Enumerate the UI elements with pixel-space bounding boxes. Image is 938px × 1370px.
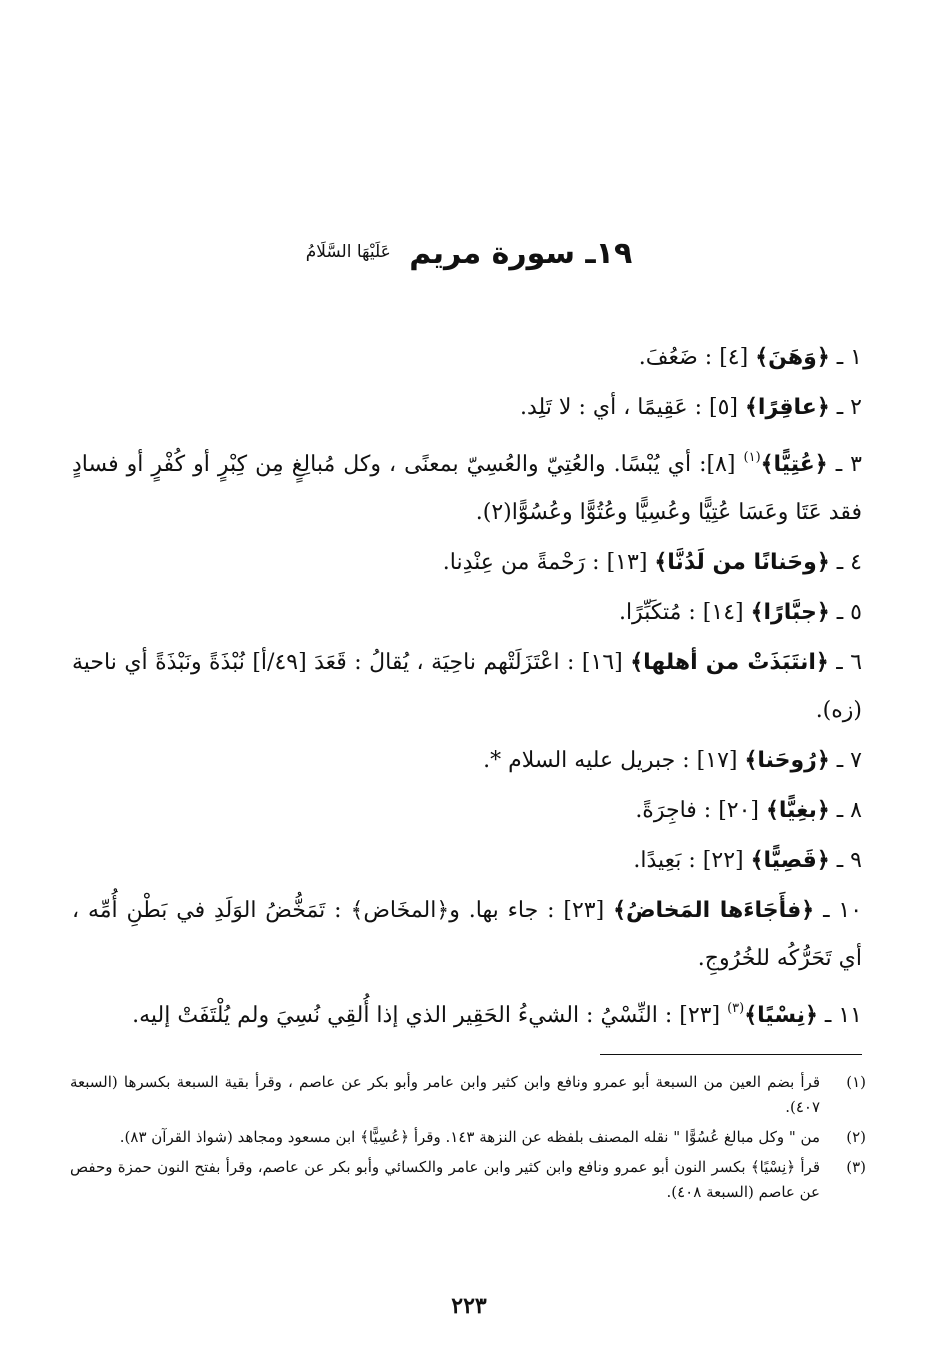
footnote-ref: (٣) [727,1001,745,1016]
glossary-entry [72,639,862,735]
entry-definition: [١٦] : اعْتَزَلَتْهم ناحِيَة ، يُقالُ : قَعَدَ [٤٩/أ] نُبْذَةً ونَبْذَةً أي ناحية (زه). [72,650,862,723]
entry-number: ٦ ـ [836,650,863,675]
footnote-ref: (١) [743,450,761,465]
entry-definition: [٢٠] : فاجِرَةً. [635,798,760,823]
glossary-entry [72,539,862,587]
surah-title [0,236,938,271]
footnote-text: قرأ ﴿نِسْيًا﴾ بكسر النون أبو عمرو ونافع وابن كثير وابن عامر والكسائي وأبو بكر عن عاصم، وقرأ بفتح النون حمزة وحفص عن عاصم (السبعة ٤٠٨). [70,1158,820,1201]
entry-definition: [٢٣] : النِّسْيُ : الشيءُ الحَقِير الذي إذا أُلقِي نُسِيَ ولم يُلْتَفَتْ إليه. [132,1003,721,1028]
entry-definition: [٤] : ضَعُفَ. [638,345,749,370]
entry-number: ١١ ـ [824,1003,862,1028]
footnote-text: قرأ بضم العين من السبعة أبو عمرو ونافع وابن كثير وابن عامر وأبو بكر عن عاصم ، وقرأ بقية السبعة بكسرها (السبعة ٤٠٧). [70,1073,820,1116]
footnote-number: (٣) [846,1158,866,1176]
glossary-entry [72,334,862,382]
glossary-entry [72,589,862,637]
entry-definition: [١٧] : جبريل عليه السلام *. [483,748,738,773]
entry-number: ٧ ـ [836,748,862,773]
quran-term: ﴿نِسْيًا﴾ [744,1003,818,1028]
honorific-glyph: عَلَيْهَا السَّلَامُ [305,242,391,262]
glossary-entry [72,985,862,1040]
quran-term: ﴿وَهَنَ﴾ [755,345,830,370]
glossary-entry [72,787,862,835]
footnote-divider [600,1054,862,1055]
footnote-number: (٢) [846,1128,866,1146]
entry-number: ١ ـ [836,345,862,370]
quran-term: ﴿عاقِرًا﴾ [745,395,830,420]
footnote-text: من " وكل مبالغ عُسُوًّا " نقله المصنف بلفظه عن النزهة ١٤٣. وقرأ ﴿عُسِيًّا﴾ ابن مسعود ومجاهد (شواذ القرآن ٨٣). [119,1128,820,1146]
glossary-entry [72,384,862,432]
entry-definition: [٥] : عَقِيمًا ، أي : لا تَلِد. [519,395,739,420]
entry-definition: [٢٢] : بَعِيدًا. [633,848,744,873]
entry-number: ١٠ ـ [823,898,863,923]
glossary-entry [72,837,862,885]
quran-term: ﴿رُوحَنا﴾ [744,748,830,773]
entry-number: ٥ ـ [836,600,862,625]
footnote [70,1125,866,1150]
quran-term: ﴿فأَجَاءَها المَخاضُ﴾ [613,898,815,923]
quran-term: ﴿عُتِيًّا﴾ [760,452,828,477]
glossary-entry [72,434,862,537]
glossary-entries [72,334,862,1042]
glossary-entry [72,887,862,983]
footnote [70,1070,866,1120]
entry-number: ٤ ـ [836,550,862,575]
surah-title-text: ١٩ـ سورة مريم [409,236,633,271]
quran-term: ﴿قَصِيًّا﴾ [750,848,830,873]
entry-definition: [١٣] : رَحْمةً من عِنْدِنا. [442,550,648,575]
quran-term: ﴿بغِيًّا﴾ [766,798,830,823]
quran-term: ﴿انتَبَذَتْ من أهلها﴾ [630,650,829,675]
footnotes [70,1070,866,1210]
entry-number: ٨ ـ [836,798,862,823]
entry-definition: [٨]: أي يُبْسًا. والعُتِيّ والعُسِيّ بمعنًى ، وكل مُبالِغٍ مِن كِبْرٍ أو كُفْرٍ أو فسادٍ فقد عَتَا وعَسَا عُتِيًّا وعُسِيًّا وعُتُوًّا وعُسُوًّا(٢). [72,452,862,525]
entry-number: ٢ ـ [836,395,862,420]
entry-definition: [١٤] : مُتكَبِّرًا. [618,600,744,625]
quran-term: ﴿وحَنانًا من لَدُنَّا﴾ [654,550,830,575]
footnote [70,1155,866,1205]
page-number: ٢٢٣ [451,1293,487,1319]
entry-definition: [٢٣] : جاء بها. و﴿المخَاض﴾ : تَمَخُّضُ الوَلَدِ في بَطْنِ أُمِّه ، أي تَحَرُّكُه للخُرُوجِ. [72,898,862,971]
quran-term: ﴿جبَّارًا﴾ [750,600,830,625]
entry-number: ٣ ـ [835,452,862,477]
footnote-number: (١) [846,1073,866,1091]
entry-number: ٩ ـ [836,848,862,873]
glossary-entry [72,737,862,785]
